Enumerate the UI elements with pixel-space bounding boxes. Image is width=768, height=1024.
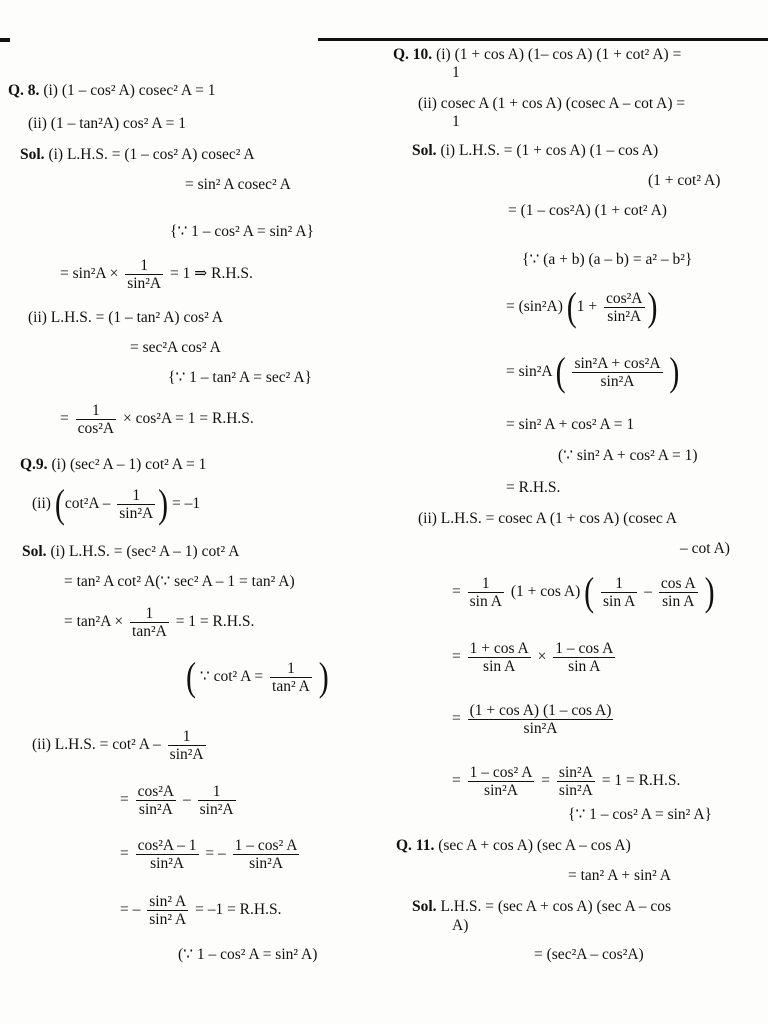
sol10-ii-line3 — [452, 569, 715, 615]
sol8-ii-reason: {∵ 1 – tan² A = sec² A} — [168, 369, 312, 386]
q9-statement-i — [20, 456, 206, 474]
sol10-i-line9: = R.H.S. — [506, 479, 561, 496]
q9-i-text: (i) (sec² A – 1) cot² A = 1 — [51, 456, 207, 473]
sol8-ii-line4 — [60, 402, 254, 437]
q9-ii-label: (ii) — [32, 495, 51, 513]
sol10-label: Sol. — [412, 142, 437, 159]
paren: ( — [186, 654, 196, 700]
fraction — [553, 640, 615, 675]
q11-statement — [396, 837, 631, 855]
paren: ( — [555, 349, 566, 395]
fraction — [604, 290, 645, 325]
equals: = — [120, 791, 129, 809]
minus: – — [644, 583, 652, 601]
sol10-i-line3: = (1 – cos²A) (1 + cot² A) — [508, 202, 667, 219]
sol9-ii-line1 — [32, 728, 209, 763]
fraction — [198, 783, 236, 818]
q10-statement-ii-cont: 1 — [452, 113, 460, 130]
expr-text: = –1 — [172, 495, 201, 513]
sol8-i-line4 — [60, 257, 253, 292]
denominator: sin²A — [484, 782, 518, 800]
numerator: 1 — [270, 660, 312, 678]
fraction — [572, 355, 662, 390]
denominator: sin²A — [169, 746, 204, 764]
q10-statement-ii: (ii) cosec A (1 + cos A) (cosec A – cot A) = — [418, 95, 686, 112]
denominator: tan²A — [132, 623, 167, 641]
fraction — [468, 640, 531, 675]
numerator: cos²A – 1 — [137, 837, 197, 854]
denominator: sin A — [603, 593, 636, 611]
expr-text: cot²A – — [64, 495, 111, 513]
q9-label: Q.9. — [20, 456, 48, 473]
sol10-i-reason1: {∵ (a + b) (a – b) = a² – b²} — [522, 251, 693, 268]
expr-text: 1 + — [576, 298, 598, 316]
sol10-ii-line4 — [452, 640, 618, 675]
denominator: sin²A — [558, 782, 593, 800]
paren: ) — [669, 349, 680, 395]
expr-text: (1 + cos A) — [510, 583, 581, 601]
q8-statement-i — [8, 82, 215, 100]
sol10-i-line7: = sin² A + cos² A = 1 — [506, 416, 635, 433]
q8-label: Q. 8. — [8, 82, 40, 99]
sol9-label: Sol. — [22, 543, 47, 560]
sol11-label: Sol. — [412, 898, 437, 915]
sol9-i-line2: = tan² A cot² A(∵ sec² A – 1 = tan² A) — [64, 573, 295, 590]
numerator: 1 — [130, 605, 169, 623]
numerator: sin²A — [558, 764, 593, 781]
numerator: sin² A — [149, 893, 187, 910]
denominator: tan² A — [272, 678, 310, 696]
denominator: sin A — [483, 658, 516, 676]
fraction — [468, 575, 504, 610]
equals: = — [452, 710, 461, 728]
fraction — [270, 660, 312, 695]
minus: – — [183, 791, 191, 809]
fraction — [147, 893, 188, 928]
sol9-i-reason — [186, 654, 329, 700]
corner-mark — [0, 38, 10, 42]
q10-label: Q. 10. — [393, 46, 433, 63]
paren: ) — [647, 284, 658, 330]
expr-text: (ii) L.H.S. = cot² A – — [32, 736, 161, 754]
numerator: 1 + cos A — [469, 640, 529, 657]
equals: = — [452, 648, 461, 666]
sol10-ii-line1: (ii) L.H.S. = cosec A (1 + cos A) (cosec A — [418, 510, 677, 527]
sol9-i-line3 — [64, 605, 254, 640]
q11-statement-cont: = tan² A + sin² A — [568, 867, 671, 884]
sol9-ii-line2 — [120, 783, 239, 818]
fraction — [168, 728, 206, 763]
denominator: sin A — [469, 593, 502, 611]
numerator: 1 — [76, 402, 117, 420]
equals-minus: = – — [205, 845, 226, 863]
denominator: sin²A — [199, 801, 234, 819]
header-rule — [318, 38, 768, 41]
fraction — [136, 783, 177, 818]
equals: = — [120, 845, 129, 863]
q11-text: (sec A + cos A) (sec A – cos A) — [438, 837, 631, 854]
equals-minus: = – — [120, 901, 141, 919]
expr-text: = 1 ⇒ R.H.S. — [170, 265, 253, 283]
fraction — [468, 764, 535, 799]
sol9-i-line1 — [22, 543, 239, 561]
expr-text: ∵ cot² A = — [199, 668, 264, 686]
numerator: (1 + cos A) (1 – cos A) — [469, 702, 612, 719]
denominator: sin²A — [138, 801, 173, 819]
sol10-ii-line6 — [452, 764, 680, 799]
sol10-ii-line2: – cot A) — [680, 540, 730, 557]
q9-statement-ii — [32, 481, 201, 527]
sol11-line2: A) — [452, 917, 469, 934]
numerator: 1 – cos² A — [469, 764, 533, 781]
equals: = — [452, 583, 461, 601]
expr-text: = (sin²A) — [506, 298, 563, 316]
paren: ) — [158, 481, 169, 527]
q8-statement-ii: (ii) (1 – tan²A) cos² A = 1 — [28, 115, 186, 132]
expr-text: × cos²A = 1 = R.H.S. — [123, 410, 254, 428]
equals: = — [541, 772, 551, 790]
expr-text: = 1 = R.H.S. — [601, 772, 681, 790]
sol8-label: Sol. — [20, 146, 45, 163]
sol8-i-reason: {∵ 1 – cos² A = sin² A} — [170, 223, 314, 240]
fraction — [76, 402, 117, 437]
sol9-ii-reason: (∵ 1 – cos² A = sin² A) — [178, 946, 318, 963]
paren: ( — [54, 481, 65, 527]
numerator: cos A — [660, 575, 696, 592]
denominator: cos²A — [77, 420, 115, 438]
fraction — [468, 702, 614, 737]
q8-i-text: (i) (1 – cos² A) cosec² A = 1 — [43, 82, 216, 99]
sol10-i-line6 — [506, 349, 680, 395]
expr-text: = sin²A — [506, 363, 552, 381]
fraction — [117, 487, 155, 522]
expr-text: = 1 = R.H.S. — [175, 613, 255, 631]
expr-text: = sin²A × — [60, 265, 119, 283]
expr-text: = tan²A × — [64, 613, 124, 631]
sol11-l1-text: L.H.S. = (sec A + cos A) (sec A – cos — [440, 898, 672, 915]
q11-label: Q. 11. — [396, 837, 435, 854]
sol10-i-line1 — [412, 142, 658, 160]
numerator: 1 — [468, 575, 504, 593]
sol9-ii-line3 — [120, 837, 302, 872]
sol8-ii-line2: = sec²A cos² A — [130, 339, 221, 356]
sol10-ii-reason: {∵ 1 – cos² A = sin² A} — [568, 806, 712, 823]
sol8-ii-line1: (ii) L.H.S. = (1 – tan² A) cos² A — [28, 309, 223, 326]
sol10-ii-line5 — [452, 702, 616, 737]
fraction — [659, 575, 698, 610]
denominator: sin²A — [249, 855, 284, 873]
fraction — [130, 605, 169, 640]
equals: = — [452, 772, 461, 790]
numerator: 1 – cos² A — [234, 837, 298, 854]
paren: ( — [566, 284, 577, 330]
q10-i-text: (i) (1 + cos A) (1– cos A) (1 + cot² A) = — [436, 46, 682, 63]
numerator: cos²A — [606, 290, 643, 307]
sol10-i-line2: (1 + cot² A) — [648, 172, 721, 189]
paren: ) — [704, 569, 715, 615]
paren: ( — [584, 569, 595, 615]
sol10-i-reason2: (∵ sin² A + cos² A = 1) — [558, 447, 698, 464]
sol8-i-line2: = sin² A cosec² A — [185, 176, 291, 193]
q10-statement-i-cont: 1 — [452, 64, 460, 81]
fraction — [136, 837, 199, 872]
numerator: sin²A + cos²A — [574, 355, 661, 372]
denominator: sin A — [662, 593, 695, 611]
q10-statement-i — [393, 46, 681, 64]
fraction — [601, 575, 637, 610]
sol9-ii-line4 — [120, 893, 281, 928]
denominator: sin²A — [600, 373, 635, 391]
denominator: sin A — [568, 658, 601, 676]
sol10-i-l1-text: (i) L.H.S. = (1 + cos A) (1 – cos A) — [440, 142, 659, 159]
times: × — [537, 648, 547, 666]
denominator: sin²A — [607, 308, 642, 326]
sol10-i-line5 — [506, 284, 658, 330]
fraction — [233, 837, 300, 872]
numerator: 1 — [117, 487, 155, 505]
paren: ) — [318, 654, 329, 700]
sol8-i-line1 — [20, 146, 255, 164]
numerator: 1 — [168, 728, 206, 746]
sol8-i-l1-text: (i) L.H.S. = (1 – cos² A) cosec² A — [48, 146, 255, 163]
expr-text: = — [60, 410, 69, 428]
denominator: sin²A — [119, 505, 154, 523]
sol11-line3: = (sec²A – cos²A) — [534, 946, 644, 963]
numerator: 1 — [601, 575, 637, 593]
denominator: sin²A — [523, 720, 558, 738]
fraction — [125, 257, 163, 292]
numerator: cos²A — [137, 783, 175, 800]
numerator: 1 — [198, 783, 236, 801]
expr-text: = –1 = R.H.S. — [195, 901, 282, 919]
denominator: sin²A — [150, 855, 185, 873]
numerator: 1 — [125, 257, 163, 275]
numerator: 1 – cos A — [555, 640, 614, 657]
denominator: sin²A — [127, 275, 162, 293]
sol9-i-l1-text: (i) L.H.S. = (sec² A – 1) cot² A — [50, 543, 240, 560]
sol11-line1 — [412, 898, 671, 916]
fraction — [557, 764, 595, 799]
denominator: sin² A — [149, 911, 187, 929]
